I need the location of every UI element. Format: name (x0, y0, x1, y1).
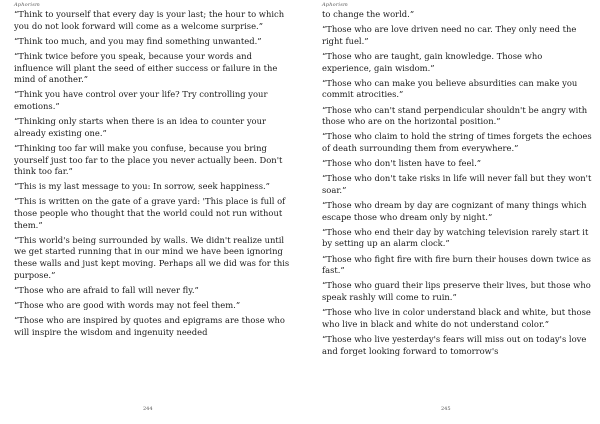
aphorism-entry: “Those who are inspired by quotes and epigrams are those who will inspire the wisdom and ingenuity needed (14, 315, 285, 337)
aphorism-entry: “Those who are love driven need no car. They only need the right fuel.” (322, 24, 577, 46)
aphorism-entry: “Those who fight fire with fire burn their houses down twice as fast.” (322, 253, 591, 276)
page-number: 245 (441, 406, 451, 412)
right-page (300, 0, 600, 424)
aphorism-entry: “Think you have control over your life? Try controlling your emotions.” (14, 89, 268, 111)
aphorism-list (322, 9, 594, 361)
aphorism-entry: “Those who don't take risks in life will never fall but they won't soar.” (322, 173, 592, 195)
aphorism-entry: “Those who don't listen have to feel.” (322, 158, 482, 169)
aphorism-entry: “Those who are afraid to fall will never fly.” (14, 284, 199, 295)
aphorism-entry: “Think to yourself that every day is your last; the hour to which you do not look forward will come as a welcome surprise.” (14, 9, 285, 31)
aphorism-list (14, 9, 290, 342)
aphorism-entry: “This is written on the gate of a grave yard: 'This place is full of those people who thought that the world could not run without them.” (14, 196, 286, 230)
aphorism-entry: “Those who are taught, gain knowledge. Those who experience, gain wisdom.” (322, 50, 543, 73)
aphorism-entry: “Thinking too far will make you confuse, because you bring yourself just too far to the place you never actually been. Don't think too far.” (14, 142, 283, 177)
aphorism-entry: “Think twice before you speak, because your words and influence will plant the seed of either success or failure in the mind of another.” (14, 50, 278, 85)
aphorism-entry: “Thinking only starts when there is an idea to counter your already existing one.” (14, 116, 266, 138)
aphorism-entry: “Those who can make you believe absurdities can make you commit atrocities.” (322, 77, 578, 100)
aphorism-entry: “Those who claim to hold the string of times forgets the echoes of death surrounding them from everywhere.” (322, 131, 592, 153)
aphorism-entry: “Those who live in color understand black and white, but those who live in black and white do not understand color.” (322, 307, 591, 329)
aphorism-entry: “Think too much, and you may find something unwanted.” (14, 35, 262, 46)
aphorism-entry: “This world's being surrounded by walls. We didn't realize until we get started running that in our mind we have been ignoring these walls and just kept moving. Perhaps all we did was for this purpose.” (14, 234, 290, 280)
aphorism-entry: “Those who guard their lips preserve their lives, but those who speak rashly will come to ruin.” (322, 280, 591, 302)
running-head: Aphorism (322, 2, 348, 8)
aphorism-entry: to change the world.” (322, 9, 415, 19)
aphorism-entry: “Those who can't stand perpendicular shouldn't be angry with those who are on the horizontal position.” (322, 104, 588, 127)
aphorism-entry: “Those who are good with words may not feel them.” (14, 300, 241, 310)
page-number: 244 (143, 406, 153, 412)
aphorism-entry: “Those who live yesterday's fears will miss out on today's love and forget looking forward to tomorrow's (322, 333, 587, 356)
running-head: Aphorism (14, 2, 40, 8)
aphorism-entry: “Those who dream by day are cognizant of many things which escape those who dream only by night.” (322, 200, 587, 222)
aphorism-entry: “Those who end their day by watching television rarely start it by setting up an alarm clock.” (322, 226, 589, 249)
aphorism-entry: “This is my last message to you: In sorrow, seek happiness.” (14, 181, 270, 192)
